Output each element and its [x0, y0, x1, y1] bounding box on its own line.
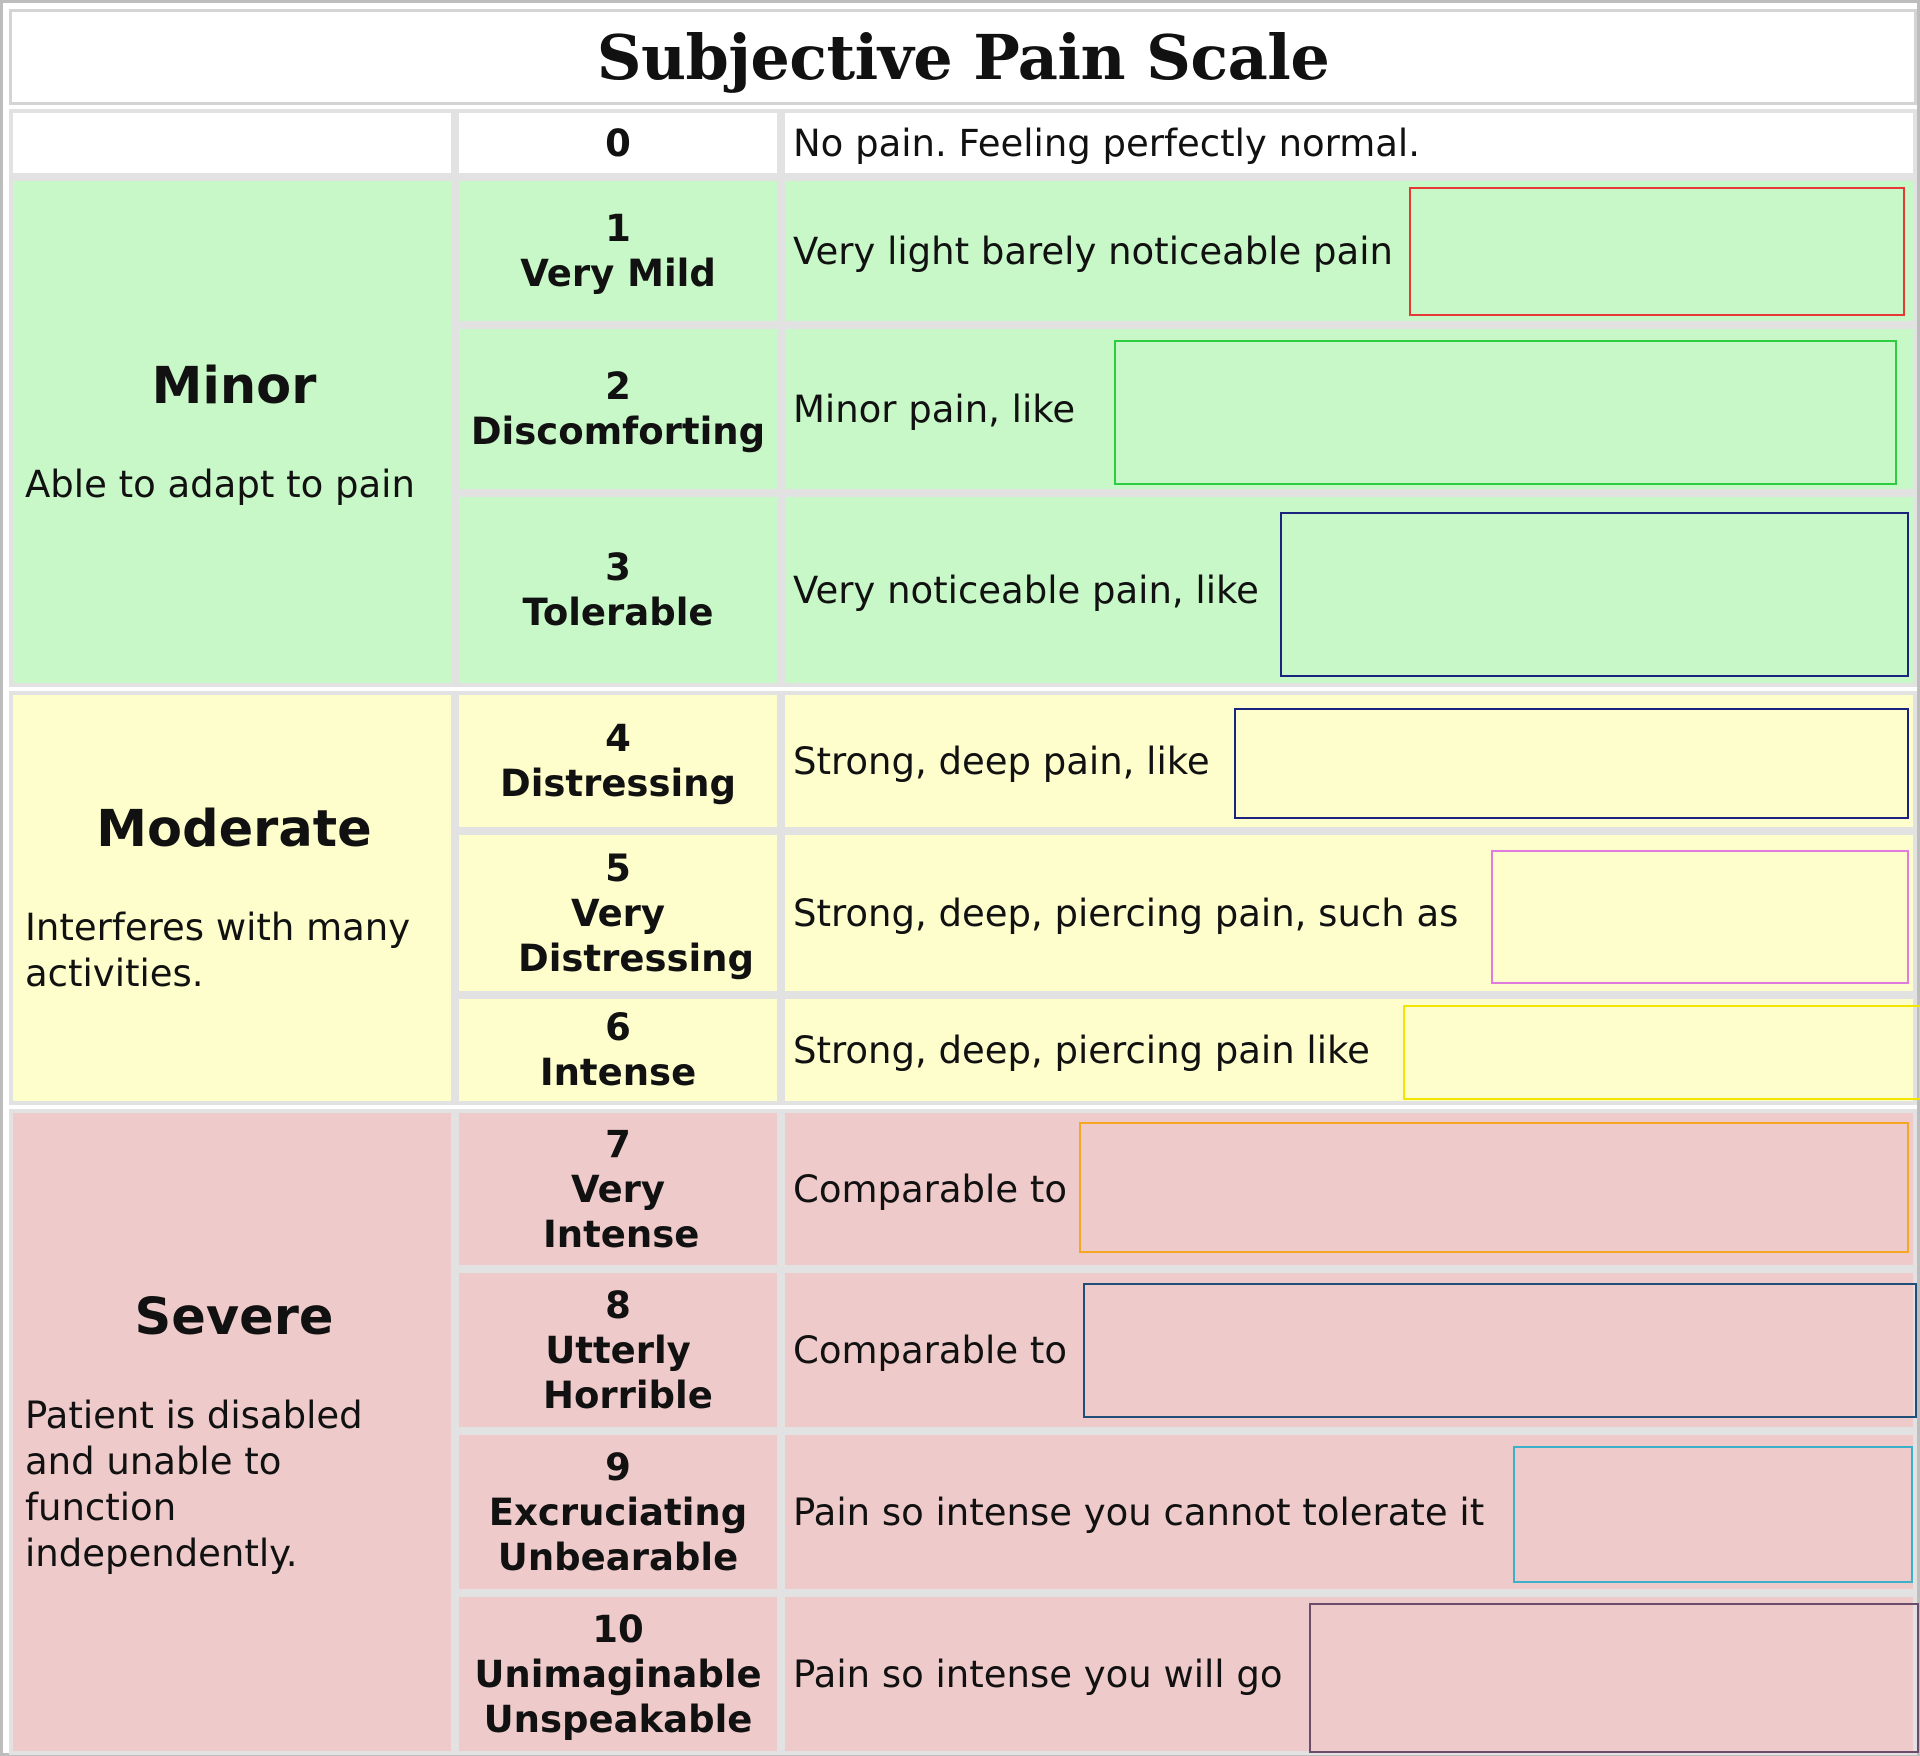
answer-box-level-8[interactable] [1083, 1283, 1917, 1418]
answer-box-level-9[interactable] [1513, 1446, 1913, 1583]
category-severe-cell [9, 1109, 455, 1755]
answer-box-level-1[interactable] [1409, 187, 1905, 316]
level-number: 7 [605, 1122, 631, 1166]
category-name: Minor [151, 356, 317, 416]
level-description: Pain so intense you cannot tolerate it [793, 1490, 1485, 1534]
level-description: Very noticeable pain, like [793, 568, 1259, 612]
category-description: Able to adapt to pain [25, 462, 415, 506]
level-10-cell [455, 1593, 781, 1755]
level-4-cell [455, 691, 781, 831]
level-6-cell [455, 995, 781, 1105]
level-name: Unimaginable Unspeakable [474, 1652, 762, 1741]
level-name: Excruciating Unbearable [488, 1490, 748, 1579]
level-3-cell [455, 493, 781, 687]
answer-box-level-3[interactable] [1280, 512, 1909, 677]
level-description: Pain so intense you will go [793, 1652, 1283, 1696]
level-name: Utterly Horrible [543, 1328, 713, 1417]
level-name: Very Mild [520, 252, 716, 295]
level-number: 1 [605, 207, 631, 250]
answer-box-level-6[interactable] [1403, 1005, 1920, 1100]
level-9-cell [455, 1431, 781, 1593]
level-1-cell [455, 177, 781, 325]
level-0-description-cell [781, 109, 1917, 177]
level-name: Tolerable [522, 591, 714, 634]
level-number: 0 [605, 121, 631, 165]
level-5-cell [455, 831, 781, 995]
level-description: Comparable to [793, 1167, 1067, 1211]
empty-category-cell [9, 109, 455, 177]
level-description: Minor pain, like [793, 387, 1076, 431]
level-number: 4 [605, 717, 631, 760]
level-number: 9 [605, 1445, 631, 1489]
category-name: Moderate [96, 799, 372, 859]
level-number: 10 [592, 1607, 644, 1651]
level-number: 6 [605, 1006, 631, 1049]
category-minor-cell [9, 177, 455, 687]
level-description: Strong, deep pain, like [793, 739, 1210, 783]
answer-box-level-5[interactable] [1491, 850, 1909, 984]
level-description: Strong, deep, piercing pain like [793, 1028, 1370, 1072]
level-name: Discomforting [470, 410, 766, 453]
level-2-cell [455, 325, 781, 493]
table-title-cell [9, 9, 1917, 105]
answer-box-level-4[interactable] [1234, 708, 1909, 819]
level-name: Very Intense [543, 1167, 700, 1256]
answer-box-level-10[interactable] [1309, 1603, 1919, 1753]
level-name: Very Distressing [518, 891, 755, 980]
level-number: 5 [605, 846, 631, 890]
category-moderate-cell [9, 691, 455, 1105]
level-description: Very light barely noticeable pain [793, 229, 1393, 273]
level-description: Comparable to [793, 1328, 1067, 1372]
level-description: Strong, deep, piercing pain, such as [793, 891, 1459, 935]
level-name: Distressing [499, 762, 736, 805]
level-7-cell [455, 1109, 781, 1269]
answer-box-level-2[interactable] [1114, 340, 1897, 485]
level-name: Intense [539, 1051, 697, 1094]
category-name: Severe [134, 1287, 334, 1347]
category-description: Interferes with many activities. [25, 905, 411, 995]
level-number: 2 [605, 365, 631, 408]
level-number: 3 [605, 546, 631, 589]
level-number: 8 [605, 1283, 631, 1327]
level-description: No pain. Feeling perfectly normal. [793, 121, 1420, 165]
level-8-cell [455, 1269, 781, 1431]
table-title: Subjective Pain Scale [596, 20, 1330, 94]
answer-box-level-7[interactable] [1079, 1122, 1909, 1253]
category-description: Patient is disabled and unable to function independently. [25, 1393, 363, 1575]
level-0-cell [455, 109, 781, 177]
